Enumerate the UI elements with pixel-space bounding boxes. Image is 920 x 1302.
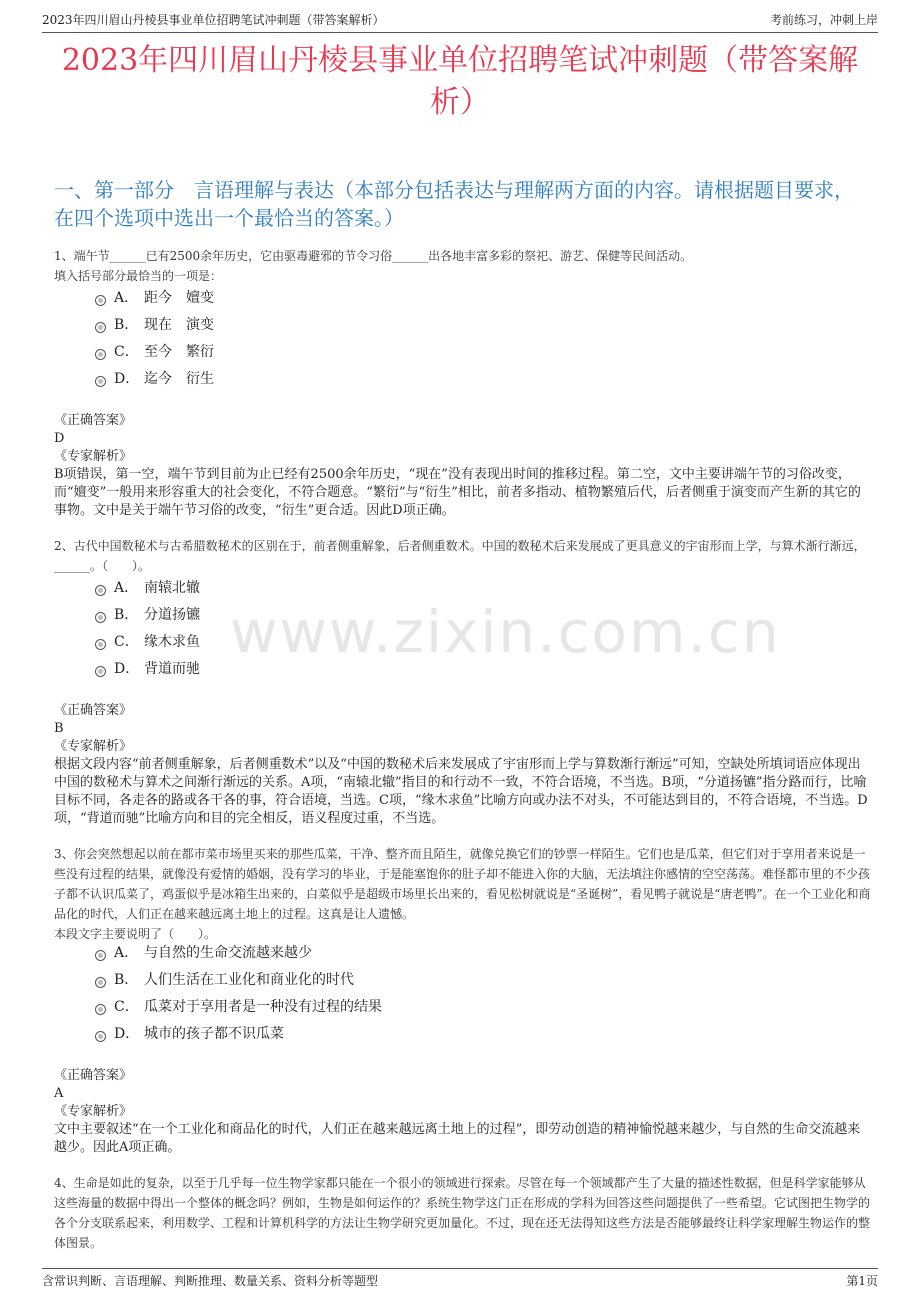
option-1-a[interactable]: [95, 287, 214, 309]
radio-icon[interactable]: [95, 612, 106, 623]
option-letter: C．: [114, 999, 139, 1015]
option-text: 城市的孩子都不识瓜菜: [144, 1026, 284, 1042]
option-text: 现在 演变: [144, 317, 214, 333]
footer-topics: 含常识判断、言语理解、判断推理、数量关系、资料分析等题型: [42, 1274, 379, 1288]
answer-block-2: [54, 702, 872, 756]
option-letter: A．: [114, 945, 139, 961]
option-text: 至今 繁衍: [144, 344, 214, 360]
page-header: [42, 10, 878, 33]
option-letter: A．: [114, 290, 139, 306]
radio-icon[interactable]: [95, 950, 106, 961]
option-3-a[interactable]: [95, 942, 312, 964]
radio-icon[interactable]: [95, 977, 106, 988]
question-stem-text: 1、端午节______已有2500余年历史，它由驱毒避邪的节令习俗______出各地丰富多彩的祭祀、游艺、保健等民间活动。: [54, 249, 693, 263]
option-1-b[interactable]: [95, 314, 214, 336]
analysis-label: 《专家解析》: [54, 1104, 133, 1119]
question-prompt: 填入括号部分最恰当的一项是：: [54, 269, 223, 283]
header-doc-title: 2023年四川眉山丹棱县事业单位招聘笔试冲刺题（带答案解析）: [42, 13, 385, 27]
option-text: 距今 嬗变: [144, 290, 214, 306]
watermark: www.zixin.com.cn: [230, 598, 781, 666]
question-3-stem: [54, 844, 872, 944]
option-text: 与自然的生命交流越来越少: [144, 945, 312, 961]
radio-icon[interactable]: [95, 349, 106, 360]
question-2-stem: 2、古代中国数秘术与古希腊数秘术的区别在于，前者侧重解象，后者侧重数术。中国的数秘术后来发展成了更具意义的宇宙形而上学，与算术渐行渐远，______。（ ）。: [54, 539, 866, 573]
radio-icon[interactable]: [95, 1004, 106, 1015]
analysis-label: 《专家解析》: [54, 449, 133, 464]
radio-icon[interactable]: [95, 585, 106, 596]
option-letter: C．: [114, 634, 139, 650]
answer-value: D: [54, 431, 65, 446]
analysis-3: 文中主要叙述“在一个工业化和商品化的时代，人们正在越来越远离土地上的过程”，即劳动创造的精神愉悦越来越少，与自然的生命交流越来越少。因此A项正确。: [54, 1122, 861, 1155]
page-footer: [42, 1268, 878, 1289]
radio-icon[interactable]: [95, 322, 106, 333]
option-letter: D．: [114, 661, 140, 677]
option-letter: A．: [114, 580, 139, 596]
option-3-b[interactable]: [95, 969, 354, 991]
analysis-1: B项错误，第一空，端午节到目前为止已经有2500余年历史，“现在”没有表现出时间的推移过程。第二空，文中主要讲端午节的习俗改变，而“嬗变”一般用来形容重大的社会变化，不符合题意。“繁衍”与“衍生”相比，前者多指动、植物繁殖后代，后者侧重于演变而产生新的其它的事物。文中是关于端午节习俗的改变，“衍生”更合适。因此D项正确。: [54, 467, 861, 518]
page-number: 第1页: [846, 1274, 878, 1288]
option-3-d[interactable]: [95, 1023, 284, 1045]
answer-label: 《正确答案》: [54, 413, 133, 428]
analysis-label: 《专家解析》: [54, 739, 133, 754]
option-text: 缘木求鱼: [144, 634, 200, 650]
radio-icon[interactable]: [95, 639, 106, 650]
option-3-c[interactable]: [95, 996, 382, 1018]
analysis-2: 根据文段内容“前者侧重解象，后者侧重数术”以及“中国的数秘术后来发展成了宇宙形而上学与算数渐行渐远”可知，空缺处所填词语应体现出中国的数秘术与算术之间渐行渐远的关系。A项，“南辕北辙”指目的和行动不一致，不符合语境，不当选。B项，“分道扬镳”指分路而行，比喻目标不同，各走各的路或各干各的事，符合语境，当选。C项，“缘木求鱼”比喻方向或办法不对头，不可能达到目的，不符合语境，不当选。D项，“背道而驰”比喻方向和目的完全相反，语义程度过重，不当选。: [54, 757, 868, 826]
option-letter: D．: [114, 371, 140, 387]
option-1-c[interactable]: [95, 341, 214, 363]
header-slogan: 考前练习，冲刺上岸: [769, 13, 878, 27]
option-letter: C．: [114, 344, 139, 360]
answer-block-1: [54, 412, 872, 466]
radio-icon[interactable]: [95, 295, 106, 306]
section-heading: 一、第一部分 言语理解与表达（本部分包括表达与理解两方面的内容。请根据题目要求，在四个选项中选出一个最恰当的答案。）: [54, 178, 854, 230]
option-text: 人们生活在工业化和商业化的时代: [144, 972, 354, 988]
answer-block-3: [54, 1067, 872, 1121]
option-letter: B．: [114, 607, 139, 623]
option-2-b[interactable]: [95, 604, 200, 626]
option-1-d[interactable]: [95, 368, 214, 390]
option-text: 迄今 衍生: [144, 371, 214, 387]
radio-icon[interactable]: [95, 1031, 106, 1042]
question-1-stem: [54, 246, 872, 286]
answer-label: 《正确答案》: [54, 1068, 133, 1083]
answer-value: B: [54, 721, 64, 736]
option-2-d[interactable]: [95, 658, 200, 680]
option-text: 分道扬镳: [144, 607, 200, 623]
option-text: 瓜菜对于享用者是一种没有过程的结果: [144, 999, 382, 1015]
option-text: 背道而驰: [144, 661, 200, 677]
answer-label: 《正确答案》: [54, 703, 133, 718]
radio-icon[interactable]: [95, 376, 106, 387]
option-letter: D．: [114, 1026, 140, 1042]
question-prompt: 本段文字主要说明了（ ）。: [54, 927, 217, 941]
answer-value: A: [54, 1086, 64, 1101]
option-2-a[interactable]: [95, 577, 200, 599]
option-2-c[interactable]: [95, 631, 200, 653]
option-letter: B．: [114, 972, 139, 988]
option-letter: B．: [114, 317, 139, 333]
option-text: 南辕北辙: [144, 580, 200, 596]
question-4-stem: 4、生命是如此的复杂，以至于几乎每一位生物学家都只能在一个很小的领域进行探索。尽管在每一个领域都产生了大量的描述性数据，但是科学家能够从这些海量的数据中得出一个整体的概念吗？例如，生物是如何运作的？系统生物学这门正在形成的学科为回答这些问题提供了一些希望。它试图把生物学的各个分支联系起来，利用数学、工程和计算机科学的方法让生物学研究更加量化。不过，现在还无法得知这些方法是否能够最终让科学家理解生物运作的整体图景。: [54, 1176, 871, 1250]
question-stem-text: 3、你会突然想起以前在都市菜市场里买来的那些瓜菜，干净、整齐而且陌生，就像兑换它们的钞票一样陌生。它们也是瓜菜，但它们对于享用者来说是一些没有过程的结果，就像没有爱情的婚姻，没有学习的毕业，于是能塞饱你的肚子却不能进入你的大脑，无法填注你感情的空空荡荡。难怪都市里的不少孩子都不认识瓜菜了，鸡蛋似乎是冰箱生出来的，白菜似乎是超级市场里长出来的，看见松树就说是“圣诞树”，看见鸭子就说是“唐老鸭”。在一个工业化和商品化的时代，人们正在越来越远离土地上的过程。这真是让人遗憾。: [54, 847, 871, 921]
page-title: 2023年四川眉山丹棱县事业单位招聘笔试冲刺题（带答案解析）: [61, 43, 859, 120]
radio-icon[interactable]: [95, 666, 106, 677]
